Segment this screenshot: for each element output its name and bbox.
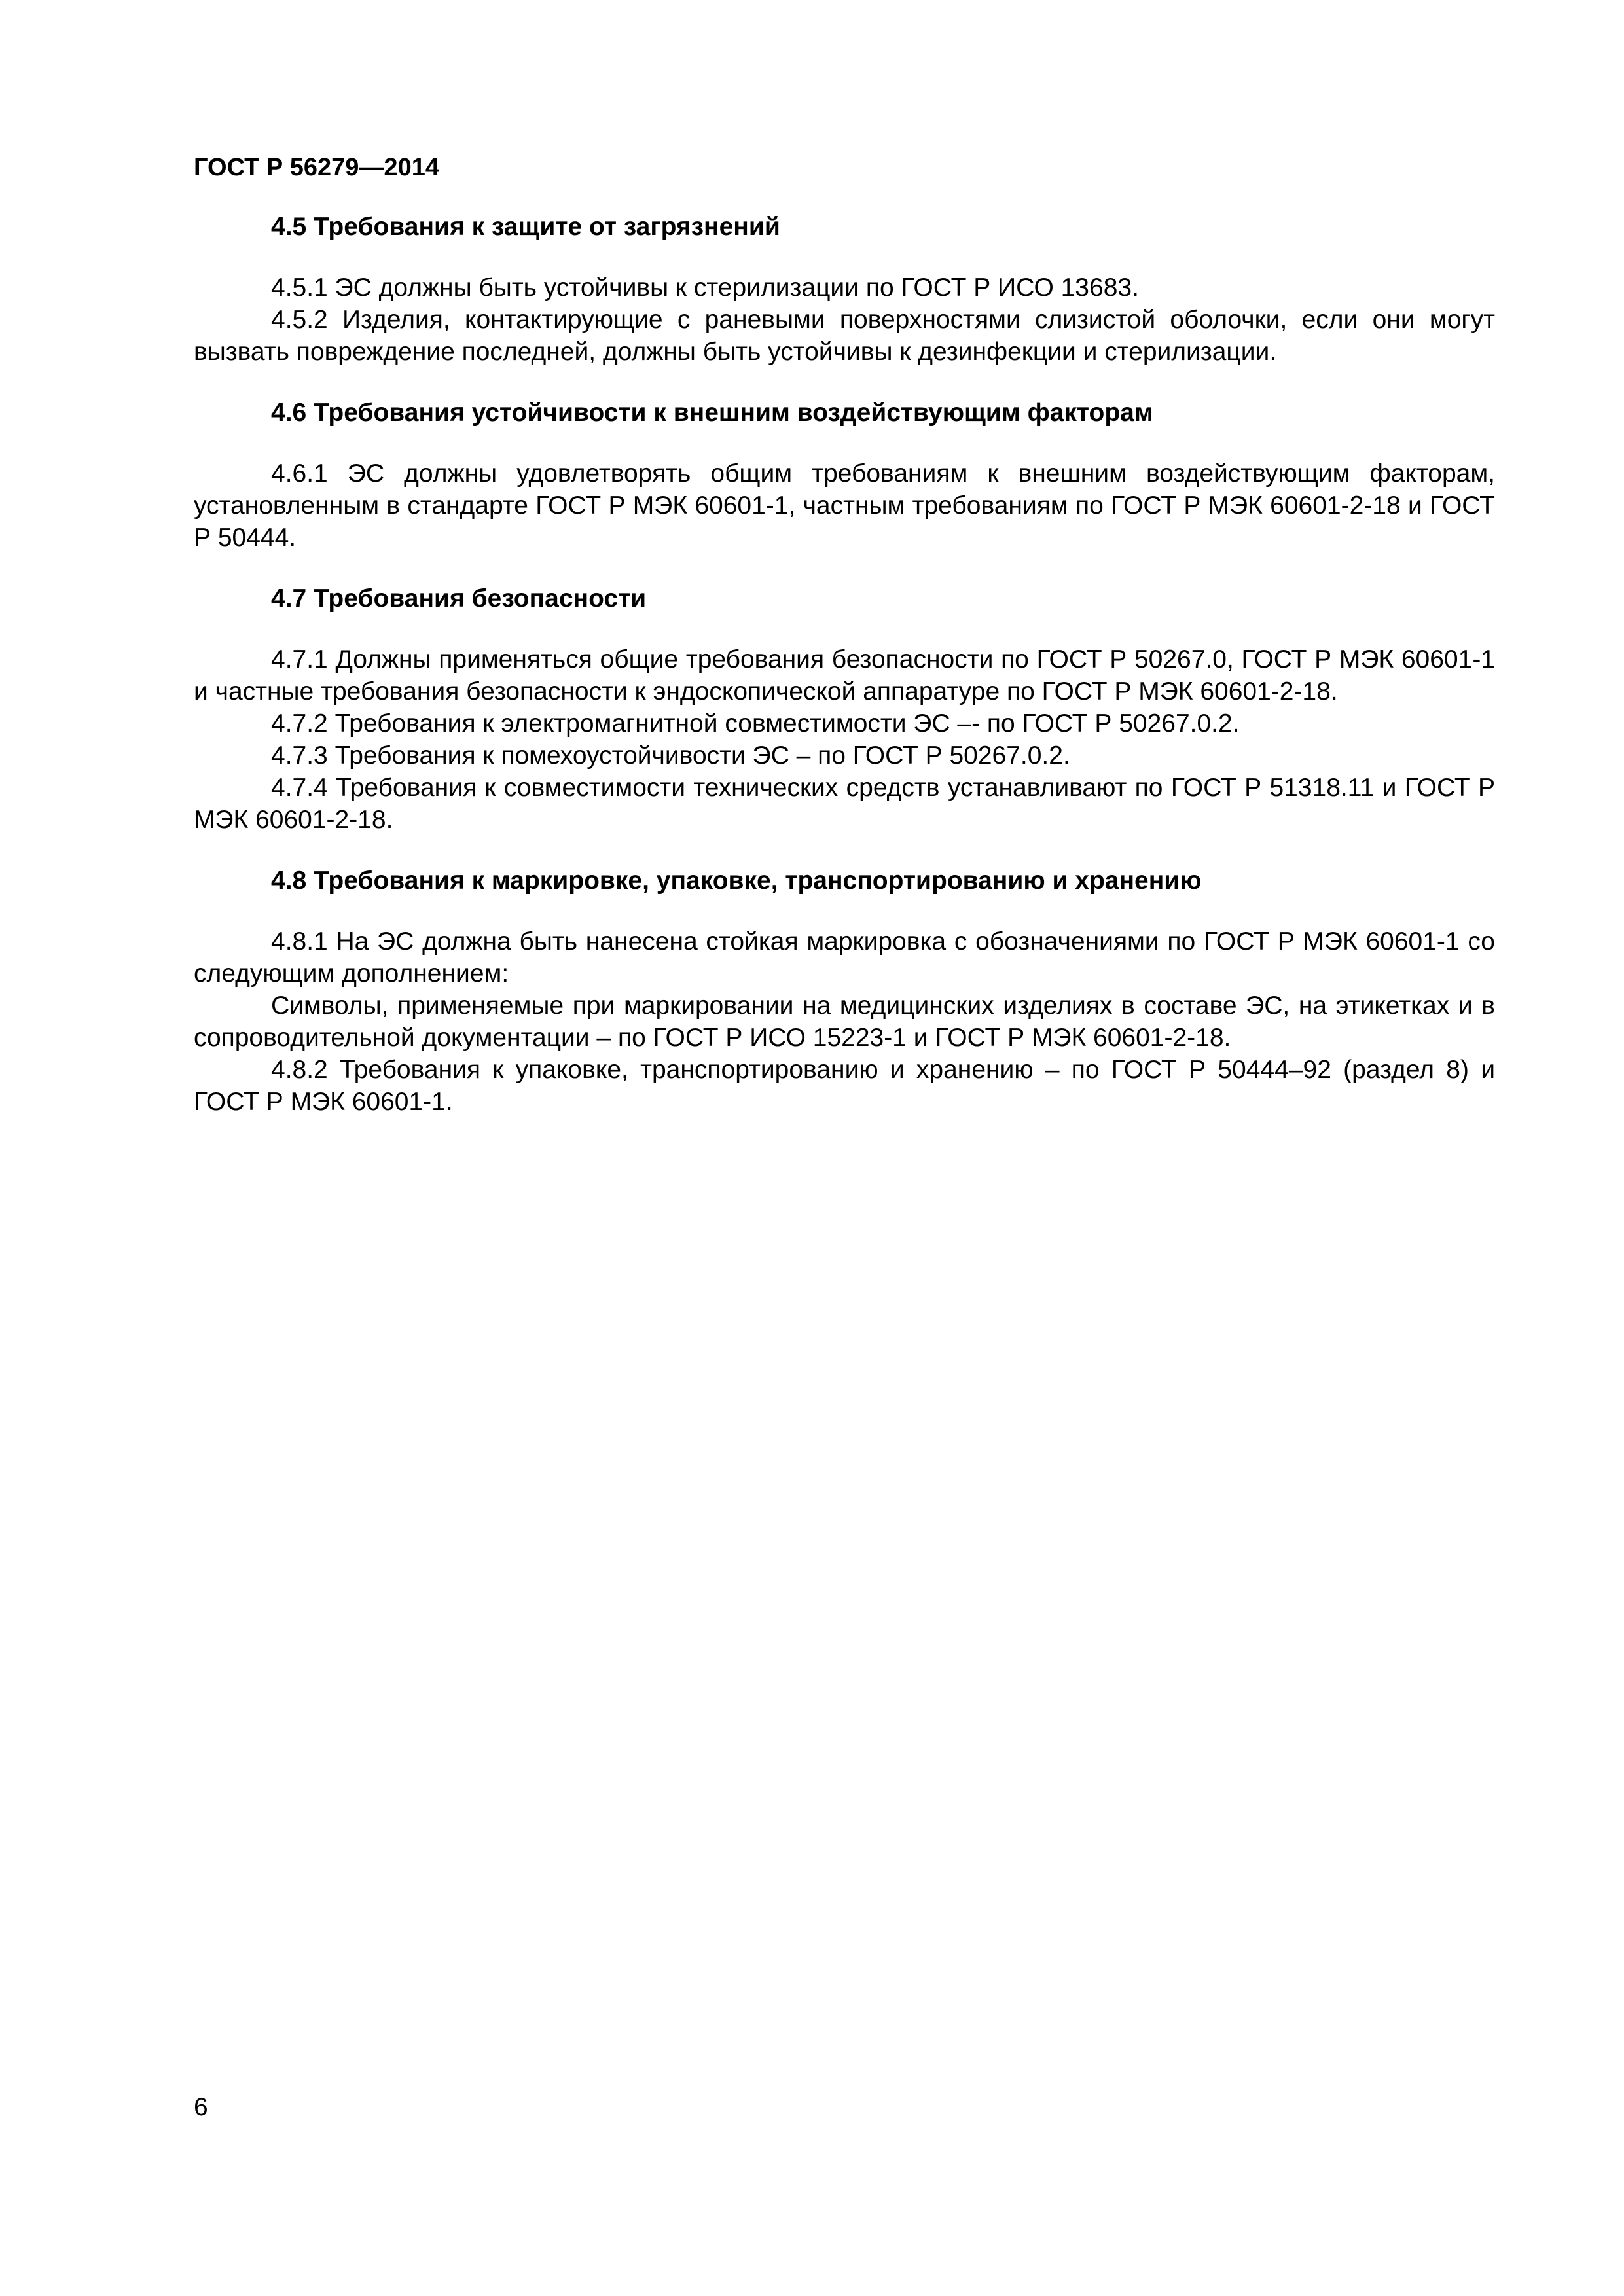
section-heading: 4.6 Требования устойчивости к внешним воздействующим факторам xyxy=(271,399,1153,427)
section-4-7 xyxy=(194,583,1495,836)
paragraph-4-7-3: 4.7.3 Требования к помехоустойчивости ЭС – по ГОСТ Р 50267.0.2. xyxy=(271,742,1070,770)
paragraph-4-5-1: 4.5.1 ЭС должны быть устойчивы к стерилизации по ГОСТ Р ИСО 13683. xyxy=(271,274,1139,302)
paragraph-4-7-1: 4.7.1 Должны применяться общие требования безопасности по ГОСТ Р 50267.0, ГОСТ Р МЭК 60601-1 и частные требования безопасности к эндоскопической аппаратуре по ГОСТ Р МЭК 60601-2-18. xyxy=(194,645,1495,706)
paragraph-4-7-4: 4.7.4 Требования к совместимости технических средств устанавливают по ГОСТ Р 51318.11 и ГОСТ Р МЭК 60601-2-18. xyxy=(194,774,1495,834)
paragraph-4-8-2: 4.8.2 Требования к упаковке, транспортированию и хранению – по ГОСТ Р 50444–92 (раздел 8) и ГОСТ Р МЭК 60601-1. xyxy=(194,1056,1495,1116)
paragraph-4-6-1: 4.6.1 ЭС должны удовлетворять общим требованиям к внешним воздействующим факторам, установленным в стандарте ГОСТ Р МЭК 60601-1, частным требованиям по ГОСТ Р МЭК 60601-2-18 и ГОСТ Р 50444. xyxy=(194,459,1495,552)
paragraph-4-8-1-addition: Символы, применяемые при маркировании на медицинских изделиях в составе ЭС, на этикетках и в сопроводительной документации – по ГОСТ Р ИСО 15223-1 и ГОСТ Р МЭК 60601-2-18. xyxy=(194,992,1495,1052)
document-body xyxy=(194,211,1495,1118)
section-heading: 4.7 Требования безопасности xyxy=(271,584,647,613)
section-4-6 xyxy=(194,397,1495,554)
paragraph-4-8-1: 4.8.1 На ЭС должна быть нанесена стойкая маркировка с обозначениями по ГОСТ Р МЭК 60601-1 со следующим дополнением: xyxy=(194,927,1495,988)
paragraph-4-5-2: 4.5.2 Изделия, контактирующие с раневыми поверхностями слизистой оболочки, если они могут вызвать повреждение последней, должны быть устойчивы к дезинфекции и стерилизации. xyxy=(194,306,1495,366)
section-heading: 4.5 Требования к защите от загрязнений xyxy=(271,213,780,241)
document-header: ГОСТ Р 56279—2014 xyxy=(194,154,439,181)
paragraph-4-7-2: 4.7.2 Требования к электромагнитной совместимости ЭС –- по ГОСТ Р 50267.0.2. xyxy=(271,709,1240,738)
page-number: 6 xyxy=(194,2093,208,2121)
section-4-8 xyxy=(194,865,1495,1118)
section-heading: 4.8 Требования к маркировке, упаковке, транспортированию и хранению xyxy=(271,867,1202,895)
section-4-5 xyxy=(194,211,1495,368)
